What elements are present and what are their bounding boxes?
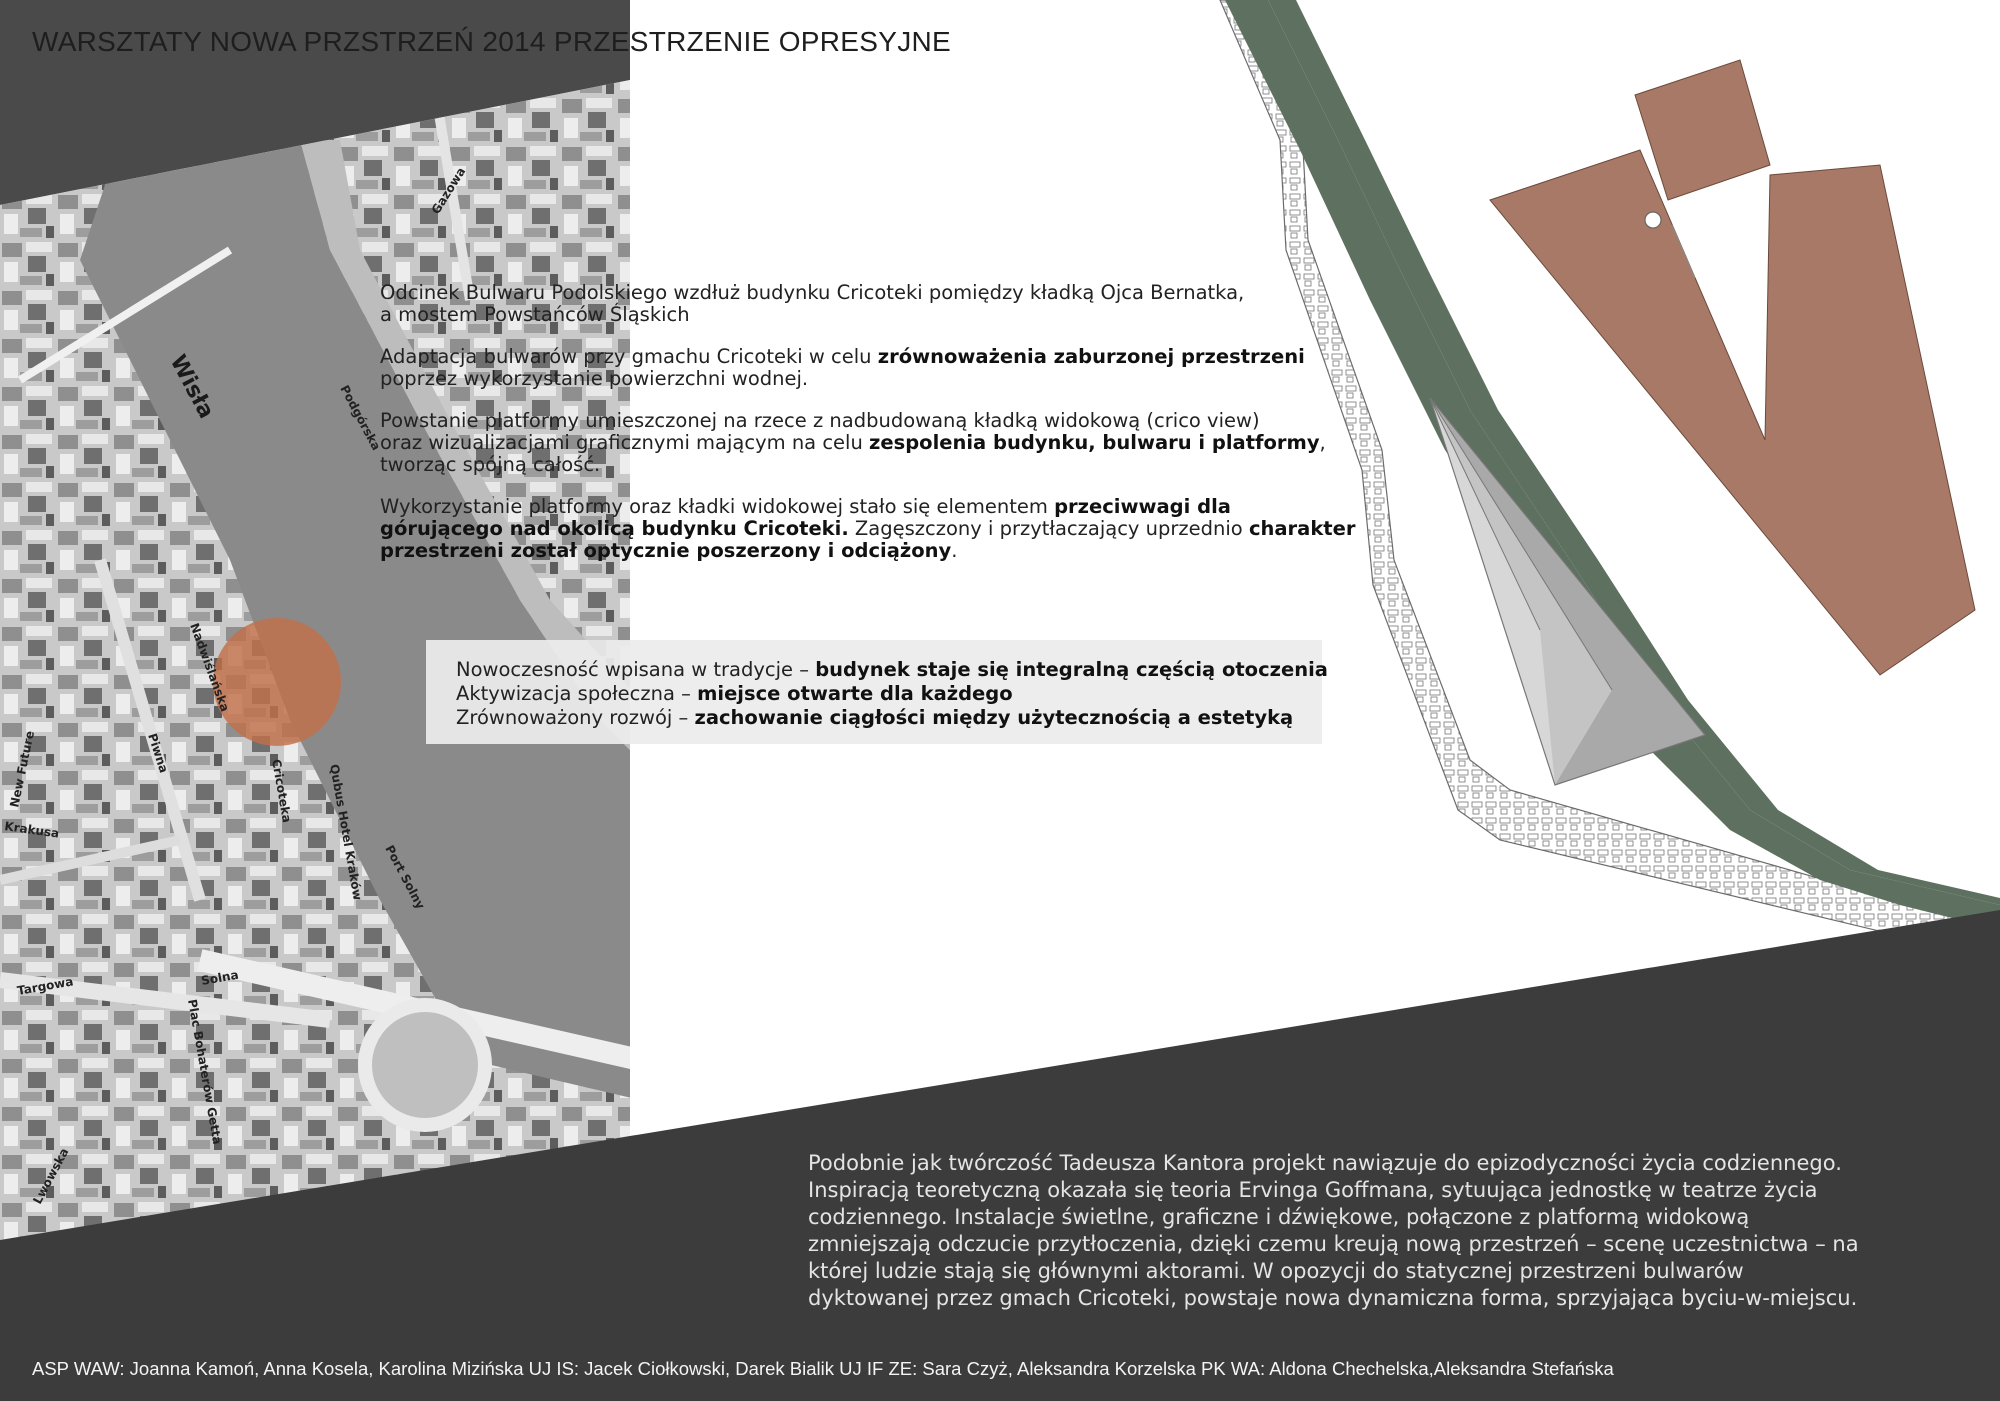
intro-paragraph-4: Wykorzystanie platformy oraz kładki widokowej stało się elementem przeciwwagi dla górującego nad okolicą budynku Cricoteki. Zagęszczony i przytłaczający uprzednio charakter przestrzeni został optycznie poszerzony i odciążony. xyxy=(380,495,1356,562)
label-piwna: Piwna xyxy=(145,731,172,775)
pillars-box xyxy=(426,640,1328,744)
label-wisla: Wisła xyxy=(164,351,219,423)
kantor-paragraph: Podobnie jak twórczość Tadeusza Kantora projekt nawiązuje do epizodyczności życia codziennego. Inspiracją teoretyczną okazała się teoria Ervinga Goffmana, sytuująca jednostkę w teatrze życia codziennego. Instalacje świetlne, graficzne i dźwiękowe, połączone z platformą widokową zmniejszają odczucie przytłoczenia, dzięki czemu kreują nową przestrzeń – scenę uczestnictwa – na której ludzie stają się głównymi aktorami. W opozycji do statycznej przestrzeni bulwarów dyktowanej przez gmach Cricoteki, powstaje nowa dynamiczna forma, sprzyjająca byciu-w-miejscu. xyxy=(808,1151,1859,1310)
pillar-item: Aktywizacja społeczna – miejsce otwarte dla każdego xyxy=(456,682,1013,705)
intro-paragraph-3: Powstanie platformy umieszczonej na rzece z nadbudowaną kładką widokową (crico view) oraz wizualizacjami graficznymi mającym na celu zespolenia budynku, bulwaru i platformy, tworząc spójną całość. xyxy=(380,409,1326,476)
intro-paragraph-2: Adaptacja bulwarów przy gmachu Cricoteki w celu zrównoważenia zaburzonej przestrzeni poprzez wykorzystanie powierzchni wodnej. xyxy=(380,345,1305,390)
label-plac: Plac Bohaterów Getta xyxy=(185,998,225,1146)
intro-paragraph-1: Odcinek Bulwaru Podolskiego wzdłuż budynku Cricoteki pomiędzy kładką Ojca Bernatka, a mostem Powstańców Śląskich xyxy=(380,281,1245,326)
label-nadwislanska: Nadwiślańska xyxy=(187,621,233,714)
label-podgorska: Podgórska xyxy=(337,382,384,453)
label-port-solny: Port Solny xyxy=(382,842,428,912)
label-targowa: Targowa xyxy=(16,974,75,998)
page-title: WARSZTATY NOWA PRZSTRZEŃ 2014 PRZESTRZENIE OPRESYJNE xyxy=(32,26,951,57)
label-new-future: New Future xyxy=(7,729,38,809)
label-solna: Solna xyxy=(200,967,240,988)
label-krakusa: Krakusa xyxy=(3,819,61,841)
label-gazowa: Gazowa xyxy=(428,164,469,217)
label-lwowska: Lwowska xyxy=(30,1145,72,1207)
credits-line: ASP WAW: Joanna Kamoń, Anna Kosela, Karolina Mizińska UJ IS: Jacek Ciołkowski, Darek Bialik UJ IF ZE: Sara Czyż, Aleksandra Korzelska PK WA: Aldona Chechelska,Aleksandra Stefańska xyxy=(32,1358,1614,1379)
label-cricoteka: Cricoteka xyxy=(269,758,294,824)
intro-text xyxy=(380,282,1360,582)
label-qubus: Qubus Hotel Kraków xyxy=(327,763,365,902)
pillar-item: Nowoczesność wpisana w tradycje – budynek staje się integralną częścią otoczenia xyxy=(456,658,1328,681)
pillar-item: Zrównoważony rozwój – zachowanie ciągłości między użytecznością a estetyką xyxy=(456,706,1294,729)
